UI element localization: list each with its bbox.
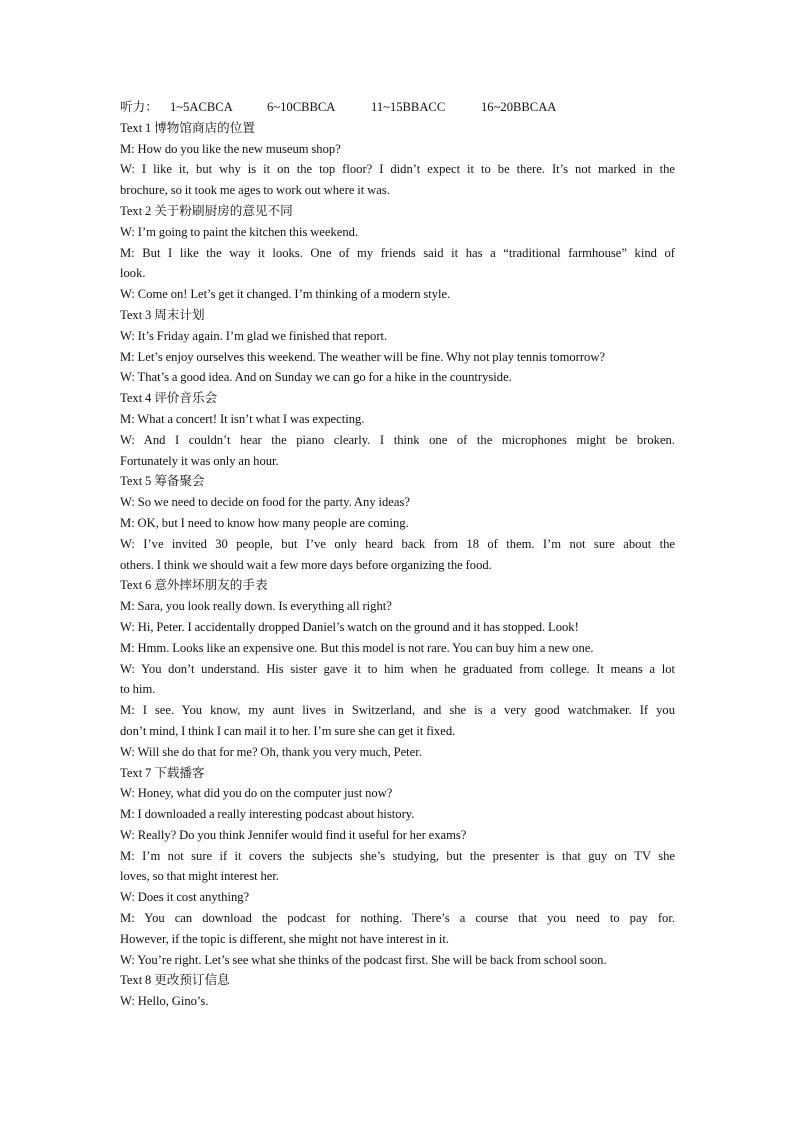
- section-heading: Text 5 筹备聚会: [120, 474, 205, 489]
- dialogue-line: M: What a concert! It isn’t what I was expecting.: [120, 411, 365, 426]
- dialogue-line: W: That’s a good idea. And on Sunday we can go for a hike in the countryside.: [120, 370, 512, 385]
- section-heading: Text 4 评价音乐会: [120, 391, 218, 406]
- answer-group: 11~15BBACC: [371, 100, 446, 114]
- dialogue-line: M: OK, but I need to know how many people are coming.: [120, 515, 409, 530]
- answer-key-label: 听力：: [120, 100, 158, 114]
- dialogue-line: M: I downloaded a really interesting podcast about history.: [120, 807, 415, 822]
- dialogue-line: don’t mind, I think I can mail it to her. I’m sure she can get it fixed.: [120, 723, 456, 738]
- dialogue-line: W: Hello, Gino’s.: [120, 994, 209, 1009]
- dialogue-line: W: I’m going to paint the kitchen this weekend.: [120, 224, 359, 239]
- answer-key: [120, 97, 675, 118]
- section-heading: Text 7 下载播客: [120, 765, 205, 780]
- section-heading: Text 6 意外摔坏朋友的手表: [120, 578, 268, 593]
- dialogue-line: W: Honey, what did you do on the computer just now?: [120, 786, 393, 801]
- dialogue-line: W: So we need to decide on food for the party. Any ideas?: [120, 495, 410, 510]
- dialogue-line: to him.: [120, 682, 156, 697]
- dialogue-line: M: I’m not sure if it covers the subjects she’s studying, but the presenter is that guy on TV she: [120, 848, 675, 863]
- dialogue-line: others. I think we should wait a few more days before organizing the food.: [120, 557, 492, 572]
- dialogue-line: W: I like it, but why is it on the top floor? I didn’t expect it to be there. It’s not marked in the: [120, 162, 675, 177]
- section-heading: Text 8 更改预订信息: [120, 973, 230, 988]
- dialogue-line: W: Will she do that for me? Oh, thank you very much, Peter.: [120, 744, 422, 759]
- dialogue-line: W: It’s Friday again. I’m glad we finished that report.: [120, 328, 388, 343]
- dialogue-line: W: You don’t understand. His sister gave it to him when he graduated from college. It means a lot: [120, 661, 675, 676]
- dialogue-line: M: You can download the podcast for nothing. There’s a course that you need to pay for.: [120, 911, 675, 926]
- dialogue-line: M: Sara, you look really down. Is everything all right?: [120, 599, 392, 614]
- dialogue-line: W: You’re right. Let’s see what she thinks of the podcast first. She will be back from school soon.: [120, 952, 607, 967]
- section-heading: Text 1 博物馆商店的位置: [120, 120, 255, 135]
- section-heading: Text 3 周末计划: [120, 307, 205, 322]
- document-page: [120, 97, 675, 1012]
- dialogue-line: W: Hi, Peter. I accidentally dropped Daniel’s watch on the ground and it has stopped. Look!: [120, 619, 579, 634]
- dialogue-line: However, if the topic is different, she might not have interest in it.: [120, 931, 449, 946]
- answer-group: 6~10CBBCA: [267, 100, 336, 114]
- dialogue-line: Fortunately it was only an hour.: [120, 453, 279, 468]
- dialogue-line: W: Come on! Let’s get it changed. I’m thinking of a modern style.: [120, 287, 451, 302]
- section-heading: Text 2 关于粉刷厨房的意见不同: [120, 203, 293, 218]
- dialogue-line: W: And I couldn’t hear the piano clearly. I think one of the microphones might be broken.: [120, 432, 675, 447]
- dialogue-line: brochure, so it took me ages to work out where it was.: [120, 183, 390, 198]
- dialogue-line: look.: [120, 266, 146, 281]
- dialogue-line: W: Does it cost anything?: [120, 890, 250, 905]
- dialogue-line: M: Let’s enjoy ourselves this weekend. The weather will be fine. Why not play tennis tomorrow?: [120, 349, 606, 364]
- dialogue-line: M: But I like the way it looks. One of my friends said it has a “traditional farmhouse” kind of: [120, 245, 675, 260]
- dialogue-line: M: Hmm. Looks like an expensive one. But this model is not rare. You can buy him a new one.: [120, 640, 594, 655]
- dialogue-line: M: I see. You know, my aunt lives in Switzerland, and she is a very good watchmaker. If you: [120, 703, 675, 718]
- dialogue-line: W: I’ve invited 30 people, but I’ve only heard back from 18 of them. I’m not sure about the: [120, 536, 675, 551]
- dialogue-line: M: How do you like the new museum shop?: [120, 141, 341, 156]
- dialogue-line: W: Really? Do you think Jennifer would find it useful for her exams?: [120, 827, 467, 842]
- answer-group: 1~5ACBCA: [170, 100, 233, 114]
- answer-group: 16~20BBCAA: [481, 100, 557, 114]
- dialogue-line: loves, so that might interest her.: [120, 869, 280, 884]
